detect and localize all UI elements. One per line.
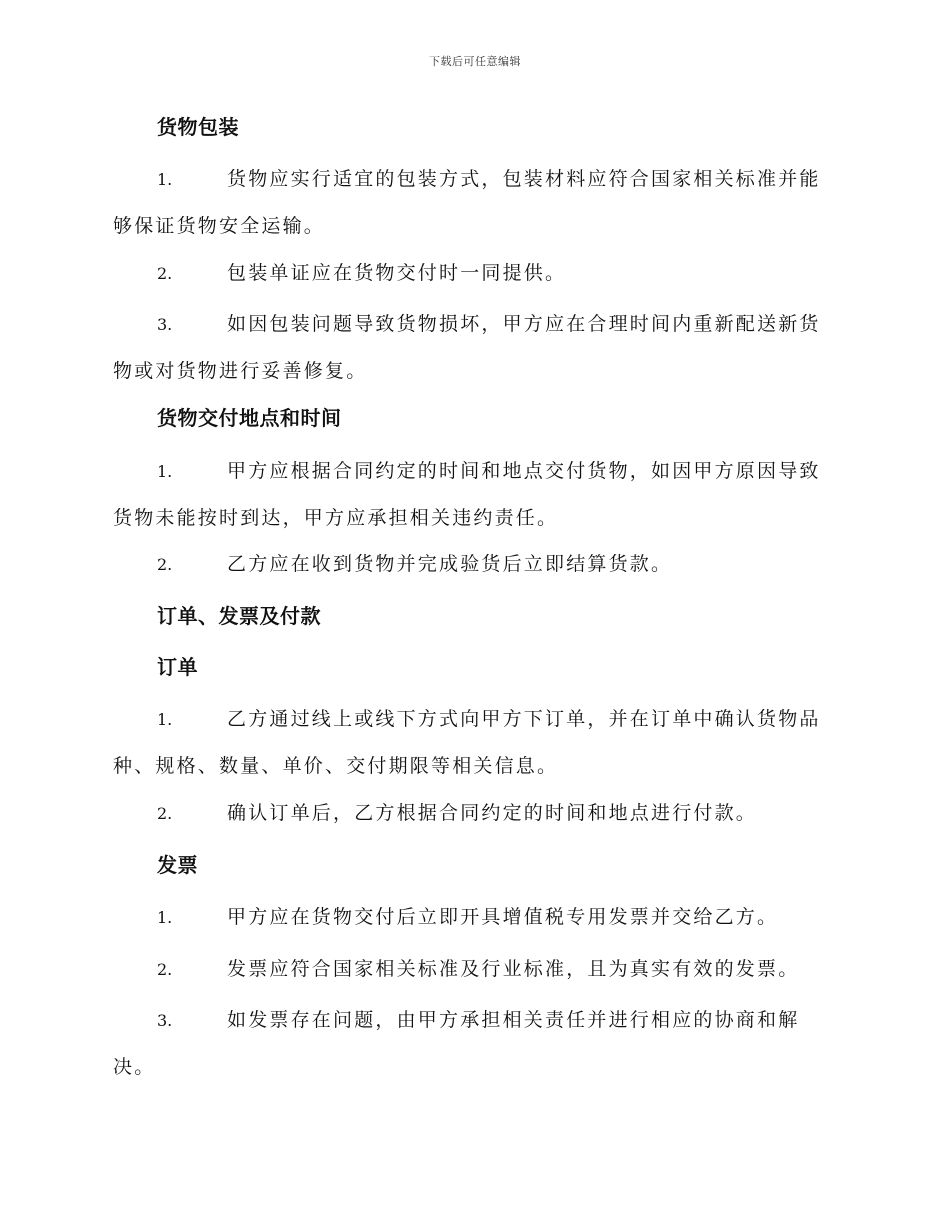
list-item <box>113 708 835 802</box>
item-number: 2. <box>157 555 173 574</box>
item-text: 货物应实行适宜的包装方式，包装材料应符合国家相关标准并能够保证货物安全运输。 <box>113 168 821 237</box>
item-text: 乙方通过线上或线下方式向甲方下订单，并在订单中确认货物品种、规格、数量、单价、交付期限等相关信息。 <box>113 708 821 777</box>
section-heading-order: 订单 <box>157 655 198 679</box>
list-item <box>113 168 835 262</box>
item-number: 1. <box>157 908 173 927</box>
list-item <box>113 313 835 407</box>
item-text: 如因包装问题导致货物损坏，甲方应在合理时间内重新配送新货物或对货物进行妥善修复。 <box>113 313 821 382</box>
list-item <box>113 460 835 554</box>
item-text: 发票应符合国家相关标准及行业标准，且为真实有效的发票。 <box>227 958 800 980</box>
item-text: 甲方应在货物交付后立即开具增值税专用发票并交给乙方。 <box>227 906 779 928</box>
item-number: 1. <box>157 170 173 189</box>
item-number: 2. <box>157 264 173 283</box>
list-item <box>113 553 835 600</box>
list-item <box>113 802 835 849</box>
item-text: 确认订单后，乙方根据合同约定的时间和地点进行付款。 <box>227 802 758 824</box>
list-item <box>113 1009 835 1103</box>
item-text: 如发票存在问题，由甲方承担相关责任并进行相应的协商和解决。 <box>113 1009 800 1078</box>
item-number: 2. <box>157 960 173 979</box>
section-heading-order-invoice-payment: 订单、发票及付款 <box>157 604 321 628</box>
item-number: 1. <box>157 462 173 481</box>
item-text: 甲方应根据合同约定的时间和地点交付货物，如因甲方原因导致货物未能按时到达，甲方应承担相关违约责任。 <box>113 460 821 529</box>
item-text: 包装单证应在货物交付时一同提供。 <box>227 262 567 284</box>
section-heading-invoice: 发票 <box>157 853 198 877</box>
item-number: 2. <box>157 804 173 823</box>
section-heading-delivery: 货物交付地点和时间 <box>157 406 342 430</box>
page-header-note: 下载后可任意编辑 <box>429 55 521 68</box>
item-number: 3. <box>157 315 173 334</box>
item-text: 乙方应在收到货物并完成验货后立即结算货款。 <box>227 553 673 575</box>
section-heading-packaging: 货物包装 <box>157 115 239 139</box>
item-number: 1. <box>157 710 173 729</box>
item-number: 3. <box>157 1011 173 1030</box>
